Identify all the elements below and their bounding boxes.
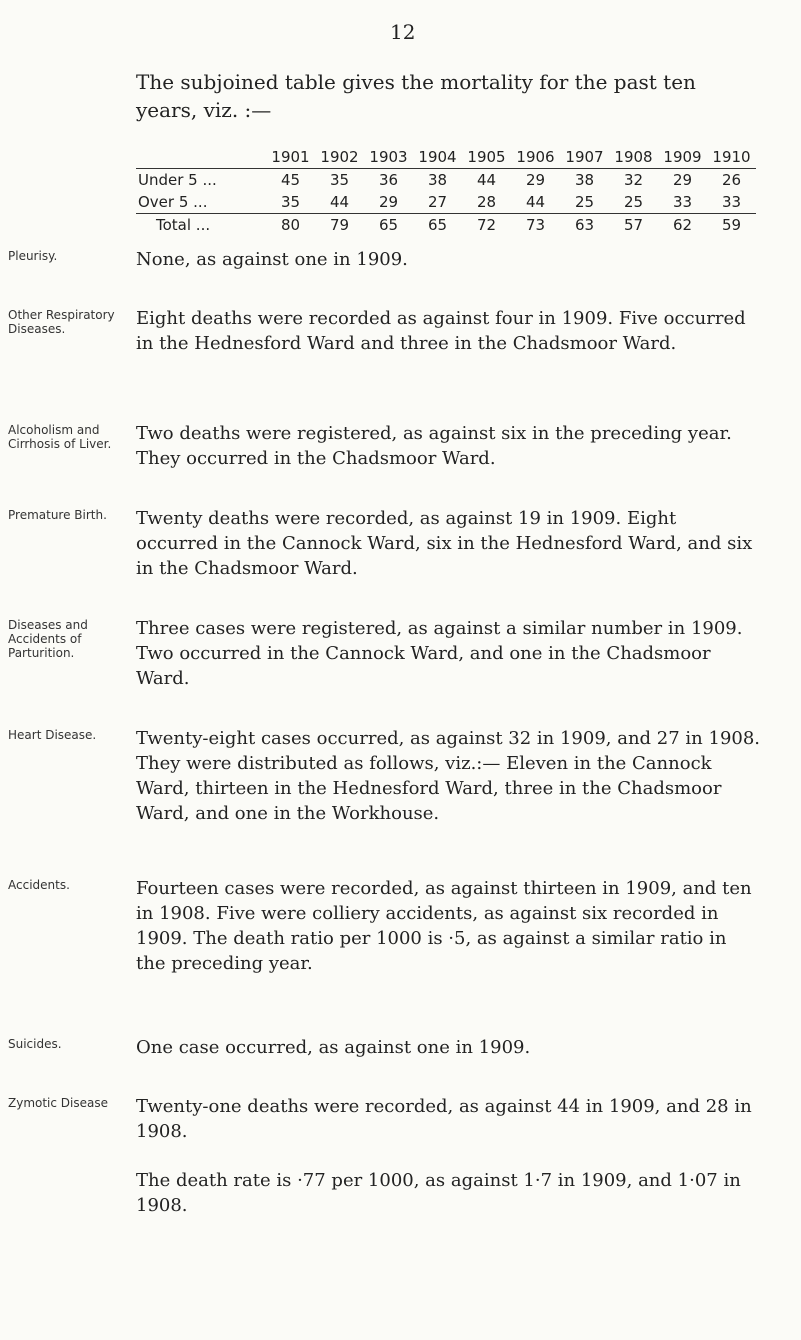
table-cell: 57 bbox=[609, 214, 658, 237]
section-text: Twenty-one deaths were recorded, as against 44 in 1909, and 28 in 1908. bbox=[136, 1096, 752, 1142]
table-cell: 45 bbox=[280, 171, 301, 189]
table-row-total bbox=[136, 214, 756, 237]
intro-text: The subjoined table gives the mortality for the past ten years, viz. :— bbox=[136, 70, 696, 122]
table-cell: 26 bbox=[721, 171, 742, 189]
table-cell: 25 bbox=[574, 193, 595, 211]
table-cell: 59 bbox=[707, 214, 756, 237]
section-text: Eight deaths were recorded as against four in 1909. Five occurred in the Hednesford Ward and three in the Chadsmoor Ward. bbox=[136, 308, 746, 354]
page-number: 12 bbox=[390, 20, 416, 44]
table-cell: 25 bbox=[623, 193, 644, 211]
section-text: Twenty deaths were recorded, as against 19 in 1909. Eight occurred in the Cannock Ward, six in the Hednesford Ward, and six in the Chadsmoor Ward. bbox=[136, 508, 753, 579]
table-cell: 35 bbox=[280, 193, 301, 211]
table-header-row bbox=[136, 146, 756, 169]
section-text: Fourteen cases were recorded, as against thirteen in 1909, and ten in 1908. Five were colliery accidents, as against six recorded in 1909. The death ratio per 1000 is ·5, as against a similar ratio in the preceding year. bbox=[136, 878, 752, 974]
table-cell: 29 bbox=[672, 171, 693, 189]
table-cell: 32 bbox=[623, 171, 644, 189]
table-cell: 72 bbox=[462, 214, 511, 237]
year-header: 1909 bbox=[658, 146, 707, 169]
year-header: 1907 bbox=[560, 146, 609, 169]
section-label: Pleurisy. bbox=[8, 249, 58, 263]
table-cell: 28 bbox=[476, 193, 497, 211]
section-label: Diseases and Accidents of Parturition. bbox=[8, 618, 88, 660]
table-cell: 44 bbox=[329, 193, 350, 211]
section-label: Zymotic Disease bbox=[8, 1096, 109, 1110]
table-cell: 62 bbox=[658, 214, 707, 237]
section-text: Two deaths were registered, as against six in the preceding year. They occurred in the Chadsmoor Ward. bbox=[136, 423, 732, 469]
table-cell: 29 bbox=[525, 171, 546, 189]
section-text: Three cases were registered, as against a similar number in 1909. Two occurred in the Cannock Ward, and one in the Chadsmoor Ward. bbox=[136, 618, 743, 689]
section-label: Premature Birth. bbox=[8, 508, 107, 522]
year-header: 1904 bbox=[413, 146, 462, 169]
table-cell: 63 bbox=[560, 214, 609, 237]
table-row-over-5 bbox=[136, 191, 756, 214]
row-label: Over 5 ... bbox=[138, 193, 208, 211]
section-label: Heart Disease. bbox=[8, 728, 97, 742]
row-label: Under 5 ... bbox=[138, 171, 217, 189]
table-cell: 38 bbox=[574, 171, 595, 189]
year-header: 1901 bbox=[266, 146, 315, 169]
year-header: 1908 bbox=[609, 146, 658, 169]
table-cell: 36 bbox=[378, 171, 399, 189]
table-corner bbox=[136, 146, 266, 169]
section-label: Accidents. bbox=[8, 878, 70, 892]
section-label: Suicides. bbox=[8, 1037, 62, 1051]
table-cell: 38 bbox=[427, 171, 448, 189]
section-label: Other Respiratory Diseases. bbox=[8, 308, 115, 336]
table-row-under-5 bbox=[136, 169, 756, 192]
year-header: 1906 bbox=[511, 146, 560, 169]
year-header: 1902 bbox=[315, 146, 364, 169]
year-header: 1910 bbox=[707, 146, 756, 169]
section-text: The death rate is ·77 per 1000, as against 1·7 in 1909, and 1·07 in 1908. bbox=[136, 1170, 741, 1216]
section-label: Alcoholism and Cirrhosis of Liver. bbox=[8, 423, 112, 451]
table-cell: 33 bbox=[721, 193, 742, 211]
table-cell: 65 bbox=[413, 214, 462, 237]
table-cell: 79 bbox=[315, 214, 364, 237]
section-text: None, as against one in 1909. bbox=[136, 249, 408, 270]
section-text: Twenty-eight cases occurred, as against 32 in 1909, and 27 in 1908. They were distributed as follows, viz.:— Eleven in the Cannock Ward, thirteen in the Hednesford Ward, three in the Chadsmoor Ward, and one in the Workhouse. bbox=[136, 728, 761, 824]
table-cell: 44 bbox=[476, 171, 497, 189]
mortality-table bbox=[136, 146, 756, 236]
year-header: 1903 bbox=[364, 146, 413, 169]
section-text: One case occurred, as against one in 1909. bbox=[136, 1037, 531, 1058]
table-cell: 35 bbox=[329, 171, 350, 189]
table-cell: 73 bbox=[511, 214, 560, 237]
row-label: Total ... bbox=[136, 214, 266, 237]
table-cell: 44 bbox=[525, 193, 546, 211]
table-cell: 65 bbox=[364, 214, 413, 237]
table-cell: 80 bbox=[266, 214, 315, 237]
year-header: 1905 bbox=[462, 146, 511, 169]
table-cell: 29 bbox=[378, 193, 399, 211]
table-cell: 27 bbox=[427, 193, 448, 211]
table-cell: 33 bbox=[672, 193, 693, 211]
